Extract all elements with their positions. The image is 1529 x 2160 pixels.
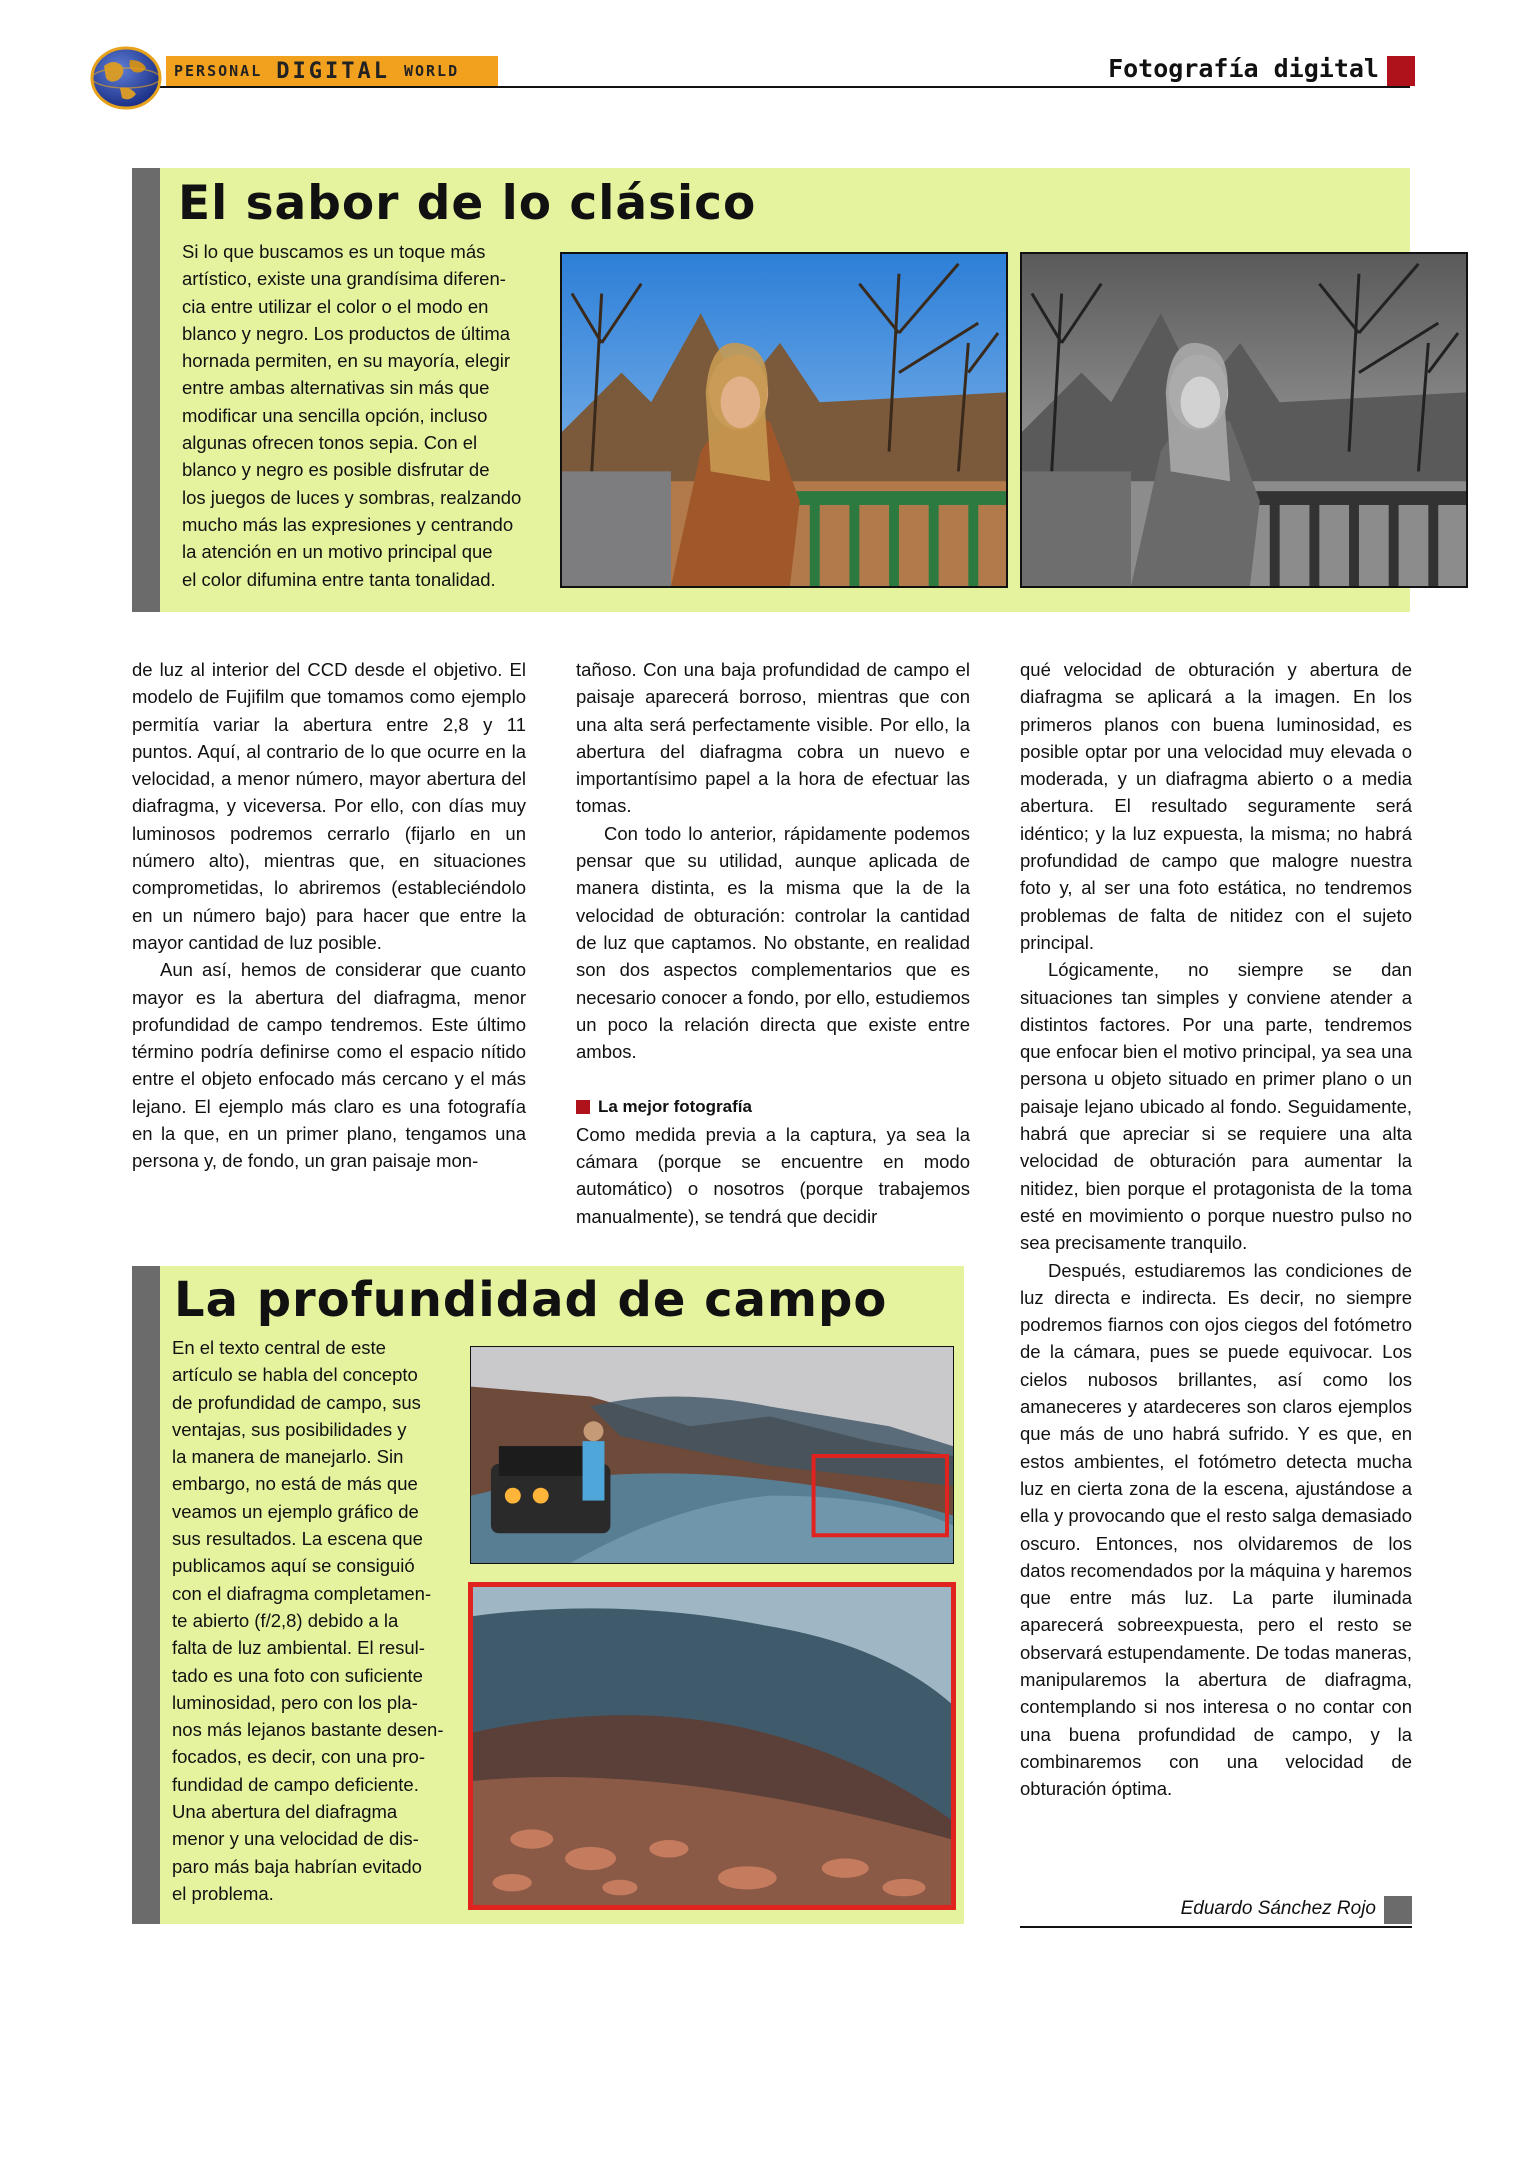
box2-line: luminosidad, pero con los pla- (172, 1691, 418, 1713)
box1-line: blanco y negro es posible disfrutar de (182, 459, 490, 481)
article-column-3 (1020, 656, 1412, 1802)
photo-bw-girl (1020, 252, 1468, 588)
box1-line: la atención en un motivo principal que (182, 541, 493, 563)
brand-world: WORLD (403, 62, 460, 80)
box2-line: publicamos aquí se consiguió (172, 1555, 415, 1577)
box1-line: el color difumina entre tanta tonalidad. (182, 568, 496, 590)
col2-paragraph-1: tañoso. Con una baja profundidad de campo el paisaje aparecerá borroso, mientras que con una alta será perfectamente visible. Por ello, la abertura del diafragma cobra un nuevo e importantísimo papel a la hora de efectuar las tomas. (576, 659, 970, 817)
section-marker (1387, 56, 1415, 86)
sidebar-box-classic-bar (132, 168, 160, 612)
box2-line: paro más baja habrían evitado (172, 1855, 422, 1877)
box1-line: los juegos de luces y sombras, realzando (182, 486, 522, 508)
box2-line: tado es una foto con suficiente (172, 1664, 423, 1686)
box2-line: con el diafragma completamen- (172, 1582, 432, 1604)
box-classic-text (182, 238, 552, 593)
brand-bar (166, 56, 498, 86)
box2-line: focados, es decir, con una pro- (172, 1746, 425, 1768)
col2-paragraph-2: Con todo lo anterior, rápidamente podemos pensar que su utilidad, aunque aplicada de manera distinta, es la misma que la de la velocidad de obturación: controlar la cantidad de luz que captamos. No obstante, en realidad son dos aspectos complementarios que es necesario conocer a fondo, por ello, estudiemos un poco la relación directa que existe entre ambos. (576, 822, 970, 1063)
box2-line: el problema. (172, 1882, 274, 1904)
box2-line: Una abertura del diafragma (172, 1801, 398, 1823)
author-square (1384, 1896, 1412, 1924)
subheading-mejor-fotografia (576, 1093, 970, 1120)
box1-line: blanco y negro. Los productos de última (182, 322, 511, 344)
box-classic-title: El sabor de lo clásico (178, 176, 757, 231)
box2-line: de profundidad de campo, sus (172, 1391, 421, 1413)
box-depth-title: La profundidad de campo (174, 1272, 888, 1328)
box2-line: falta de luz ambiental. El resul- (172, 1637, 425, 1659)
photo-color-girl (560, 252, 1008, 588)
box2-line: nos más lejanos bastante desen- (172, 1719, 444, 1741)
box2-line: veamos un ejemplo gráfico de (172, 1500, 419, 1522)
box2-line: sus resultados. La escena que (172, 1528, 423, 1550)
article-column-1 (132, 656, 526, 1175)
section-title: Fotografía digital (1108, 54, 1379, 83)
photo-road-car (470, 1346, 954, 1564)
col1-paragraph-2: Aun así, hemos de considerar que cuanto mayor es la abertura del diafragma, menor profundidad de campo tendremos. Este último término podría definirse como el espacio nítido entre el objeto enfocado más cercano y el más lejano. El ejemplo más claro es una fotografía en la que, en un primer plano, tengamos una persona y, de fondo, un gran paisaje mon- (132, 959, 526, 1172)
box2-line: fundidad de campo deficiente. (172, 1773, 419, 1795)
header-rule (160, 86, 1410, 88)
box2-line: artículo se habla del concepto (172, 1364, 418, 1386)
subheading-square-icon (576, 1100, 590, 1114)
box2-line: te abierto (f/2,8) debido a la (172, 1609, 399, 1631)
box2-line: embargo, no está de más que (172, 1473, 418, 1495)
col1-paragraph-1: de luz al interior del CCD desde el objetivo. El modelo de Fujifilm que tomamos como ejemplo permitía variar la abertura entre 2,8 y 11 puntos. Aquí, al contrario de lo que ocurre en la velocidad, a menor número, mayor abertura del diafragma, y viceversa. Por ello, con días muy luminosos podremos cerrarlo (fijarlo en un número alto), mientras que, en situaciones comprometidas, lo abriremos (estableciéndolo en un número bajo) para hacer que entre la mayor cantidad de luz posible. (132, 659, 526, 953)
sidebar-box-depth-bar (132, 1266, 160, 1924)
brand-digital: DIGITAL (276, 58, 390, 84)
box1-line: modificar una sencilla opción, incluso (182, 404, 488, 426)
col3-paragraph-3: Después, estudiaremos las condiciones de luz directa e indirecta. Es decir, no siempre podremos fiarnos con ojos ciegos del fotómetro de la cámara, pues se puede equivocar. Los cielos nubosos brillantes, así como los amaneceres y atardeceres son claros ejemplos que más de uno habrá sufrido. Y es que, en estos ambientes, el fotómetro detecta mucha luz en cierta zona de la escena, ajustándose a ella y provocando que el resto salga demasiado oscuro. Entonces, nos olvidaremos de los datos recomendados por la máquina y haremos que entre más luz. La parte iluminada aparecerá sobreexpuesta, pero el resto se observará estupendamente. De todas maneras, manipularemos la abertura de diafragma, contemplando si nos interesa o no contar con una buena profundidad de campo, y la combinaremos con una velocidad de obturación óptima. (1020, 1259, 1412, 1800)
box1-line: mucho más las expresiones y centrando (182, 513, 514, 535)
box1-line: Si lo que buscamos es un toque más (182, 241, 486, 262)
author-signature (1020, 1896, 1412, 1928)
author-name: Eduardo Sánchez Rojo (1180, 1898, 1376, 1919)
box1-line: entre ambas alternativas sin más que (182, 377, 490, 399)
brand-personal: PERSONAL (174, 62, 263, 80)
col3-paragraph-1: qué velocidad de obturación y abertura de diafragma se aplicará a la imagen. En los primeros planos con buena luminosidad, es posible optar por una velocidad muy elevada o moderada, y un diafragma abierto o a media abertura. El resultado seguramente será idéntico; y la luz expuesta, la misma; no habrá profundidad de campo que malogre nuestra foto y, al ser una foto estática, no tendremos problemas de falta de nitidez con el sujeto principal. (1020, 659, 1412, 953)
box2-line: menor y una velocidad de dis- (172, 1828, 419, 1850)
col2-paragraph-3: Como medida previa a la captura, ya sea la cámara (porque se encuentre en modo automático) o nosotros (porque trabajemos manualmente), se tendrá que decidir (576, 1123, 970, 1227)
article-column-2 (576, 656, 970, 1230)
box1-line: cia entre utilizar el color o el modo en (182, 295, 489, 317)
photo-road-detail (468, 1582, 956, 1910)
box1-line: hornada permiten, en su mayoría, elegir (182, 350, 511, 372)
box1-line: algunas ofrecen tonos sepia. Con el (182, 432, 478, 454)
subheading-text: La mejor fotografía (598, 1097, 752, 1117)
col3-paragraph-2: Lógicamente, no siempre se dan situaciones tan simples y conviene atender a distintos factores. Por una parte, tendremos que enfocar bien el motivo principal, ya sea una persona u objeto situado en primer plano o un paisaje lejano ubicado al fondo. Seguidamente, habrá que apreciar si se requiere una alta velocidad de obturación para aumentar la nitidez, bien porque el protagonista de la toma esté en movimiento o porque nuestro pulso no sea precisamente tranquilo. (1020, 959, 1412, 1254)
box2-line: la manera de manejarlo. Sin (172, 1446, 404, 1468)
box2-line: En el texto central de este (172, 1337, 386, 1358)
globe-logo-icon (90, 42, 170, 110)
box-depth-text (172, 1334, 462, 1907)
box1-line: artístico, existe una grandísima diferen- (182, 268, 506, 290)
box2-line: ventajas, sus posibilidades y (172, 1418, 407, 1440)
